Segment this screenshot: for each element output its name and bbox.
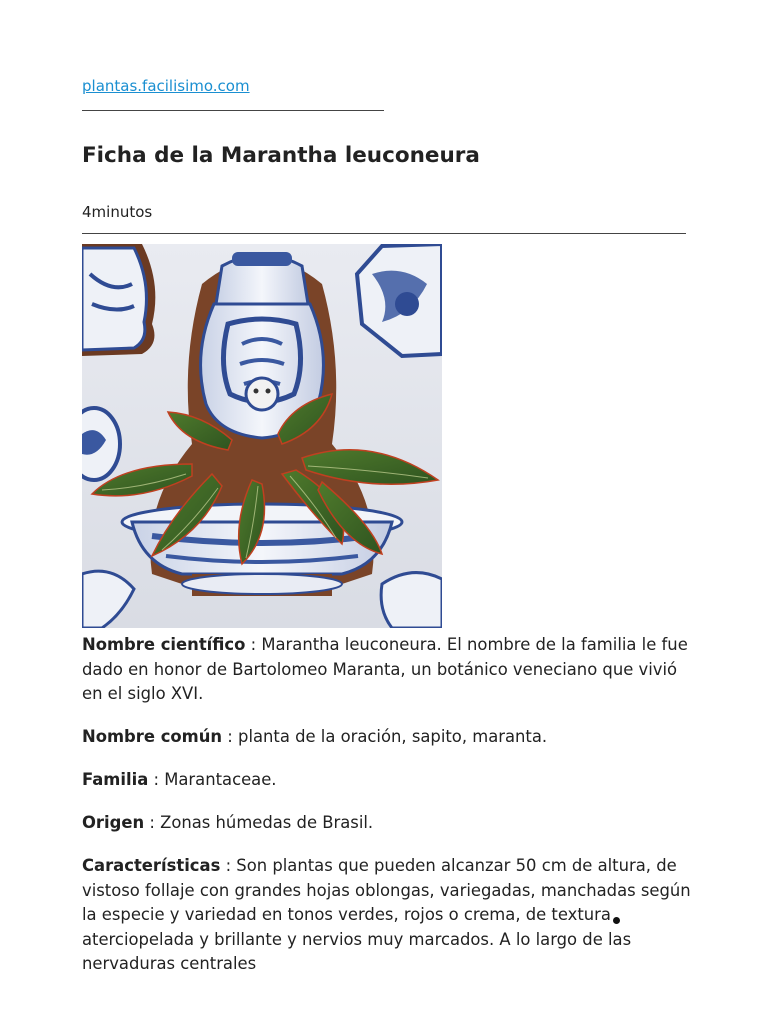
cursor-dot-icon [613, 917, 620, 924]
page-title: Ficha de la Marantha leuconeura [82, 143, 480, 168]
field-nombre-cientifico [82, 633, 692, 707]
field-text: : Son plantas que pueden alcanzar 50 cm de altura, de vistoso follaje con grandes hojas oblongas, variegadas, manchadas según la especie y variedad en tonos verdes, rojos o crema, de textura aterciopelada y brillante y nervios muy marcados. A lo largo de las nervaduras centrales [82, 856, 691, 973]
source-divider [82, 110, 384, 111]
field-text: : Marantaceae. [148, 770, 277, 789]
field-text: : Marantha leuconeura. El nombre de la familia le fue dado en honor de Bartolomeo Maranta, un botánico veneciano que vivió en el siglo XVI. [82, 635, 688, 703]
field-label: Características [82, 856, 221, 875]
header-divider [82, 233, 686, 234]
article-body [82, 633, 692, 995]
source-link[interactable]: plantas.facilisimo.com [82, 77, 250, 95]
field-familia [82, 768, 692, 793]
field-origen [82, 811, 692, 836]
reading-time: 4minutos [82, 203, 153, 221]
plant-photo [82, 244, 442, 628]
field-caracteristicas [82, 854, 692, 977]
field-label: Nombre común [82, 727, 223, 746]
field-label: Familia [82, 770, 149, 789]
field-text: : planta de la oración, sapito, maranta. [222, 727, 548, 746]
field-text: : Zonas húmedas de Brasil. [144, 813, 374, 832]
field-nombre-comun [82, 725, 692, 750]
field-label: Nombre científico [82, 635, 246, 654]
field-label: Origen [82, 813, 145, 832]
